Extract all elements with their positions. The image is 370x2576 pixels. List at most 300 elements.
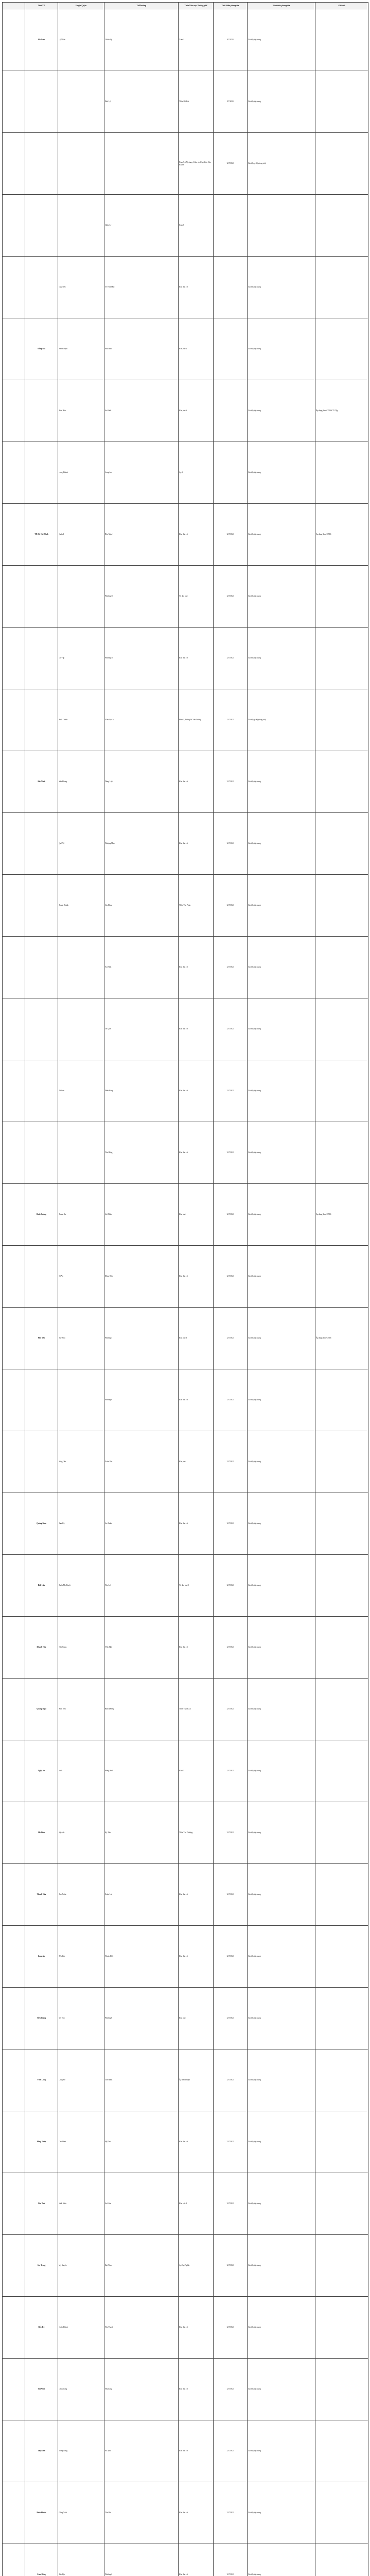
- ward-cell: Hưng Bình: [104, 1740, 179, 1802]
- row-index-cell: [3, 2297, 25, 2359]
- area-cell: Khu phố: [179, 1431, 214, 1493]
- row-index-cell: [3, 71, 25, 133]
- form-cell: Cách ly tập trung: [248, 1555, 315, 1617]
- row-index-cell: [3, 380, 25, 442]
- province-cell: Lâm Đồng: [25, 2544, 58, 2576]
- row-index-cell: [3, 318, 25, 380]
- district-cell: Từ Sơn: [58, 1060, 104, 1122]
- table-row: [3, 1060, 368, 1122]
- district-cell: Tuy Hòa: [58, 1308, 104, 1369]
- form-cell: Cách ly tập trung: [248, 628, 315, 689]
- form-cell: Cách ly tập trung: [248, 2420, 315, 2482]
- area-cell: Khu phố 6: [179, 380, 214, 442]
- form-cell: Cách ly tập trung: [248, 504, 315, 566]
- province-cell: [25, 937, 58, 998]
- area-cell: Xóm 8: [179, 195, 214, 257]
- note-cell: [315, 2111, 368, 2173]
- note-cell: [315, 133, 368, 195]
- row-index-cell: [3, 751, 25, 813]
- date-cell: 12/7/2021: [214, 937, 248, 998]
- date-cell: 12/7/2021: [214, 1864, 248, 1926]
- date-cell: 12/7/2021: [214, 2173, 248, 2235]
- district-cell: Càng Long: [58, 2359, 104, 2420]
- district-cell: Quận 1: [58, 504, 104, 566]
- date-cell: 12/7/2021: [214, 1060, 248, 1122]
- table-row: [3, 1184, 368, 1246]
- province-cell: [25, 998, 58, 1060]
- note-cell: [315, 2297, 368, 2359]
- date-cell: 12/7/2021: [214, 2049, 248, 2111]
- province-cell: Tiền Giang: [25, 1988, 58, 2049]
- form-cell: Cách ly tập trung: [248, 1493, 315, 1555]
- row-index-cell: [3, 504, 25, 566]
- district-cell: [58, 195, 104, 257]
- date-cell: [214, 257, 248, 318]
- form-cell: Cách ly tập trung: [248, 2544, 315, 2576]
- province-cell: Thanh Hóa: [25, 1864, 58, 1926]
- note-cell: Áp dụng theo CT 16: [315, 504, 368, 566]
- date-cell: 12/7/2021: [214, 504, 248, 566]
- note-cell: [315, 2544, 368, 2576]
- district-cell: [58, 1122, 104, 1184]
- date-cell: 12/7/2021: [214, 2482, 248, 2544]
- col-header-index: [3, 3, 25, 9]
- form-cell: Cách ly tập trung: [248, 1308, 315, 1369]
- row-index-cell: [3, 1988, 25, 2049]
- area-cell: Ấp Đại Nghĩa: [179, 2235, 214, 2297]
- province-cell: Nghệ An: [25, 1740, 58, 1802]
- district-cell: Mỹ Tho: [58, 1988, 104, 2049]
- table-row: [3, 1493, 368, 1555]
- ward-cell: Phường 1: [104, 1308, 179, 1369]
- row-index-cell: [3, 1679, 25, 1740]
- province-cell: [25, 1431, 58, 1493]
- province-cell: Sóc Trăng: [25, 2235, 58, 2297]
- area-cell: Khu dân cư: [179, 1864, 214, 1926]
- note-cell: [315, 442, 368, 504]
- row-index-cell: [3, 813, 25, 875]
- note-cell: [315, 1617, 368, 1679]
- ward-cell: An Hòa: [104, 2173, 179, 2235]
- district-cell: Duy Tiên: [58, 257, 104, 318]
- table-row: [3, 813, 368, 875]
- area-cell: Khu dân cư: [179, 998, 214, 1060]
- table-row: [3, 628, 368, 689]
- area-cell: Hẻm 2, đường Lê Văn Lương: [179, 689, 214, 751]
- table-row: [3, 9, 368, 71]
- note-cell: [315, 1493, 368, 1555]
- form-cell: Cách ly tập trung: [248, 937, 315, 998]
- form-cell: Cách ly tập trung: [248, 813, 315, 875]
- province-cell: Trà Vinh: [25, 2359, 58, 2420]
- row-index-cell: [3, 1617, 25, 1679]
- form-cell: Cách ly tập trung: [248, 1864, 315, 1926]
- province-cell: [25, 1060, 58, 1122]
- form-cell: Cách ly tập trung: [248, 2111, 315, 2173]
- row-index-cell: [3, 1184, 25, 1246]
- row-index-cell: [3, 1369, 25, 1431]
- district-cell: Vinh: [58, 1740, 104, 1802]
- row-index-cell: [3, 1740, 25, 1802]
- ward-cell: Kỳ Tân: [104, 1802, 179, 1864]
- date-cell: 12/7/2021: [214, 1369, 248, 1431]
- note-cell: [315, 195, 368, 257]
- district-cell: Bình Chánh: [58, 689, 104, 751]
- district-cell: [58, 133, 104, 195]
- district-cell: Bảo Lộc: [58, 2544, 104, 2576]
- form-cell: Cách ly tập trung: [248, 442, 315, 504]
- date-cell: 12/7/2021: [214, 813, 248, 875]
- table-row: [3, 689, 368, 751]
- district-cell: Cao Lãnh: [58, 2111, 104, 2173]
- ward-cell: Nhị Long: [104, 2359, 179, 2420]
- ward-cell: Chính Lý: [104, 9, 179, 71]
- row-index-cell: [3, 442, 25, 504]
- date-cell: 12/7/2021: [214, 1246, 248, 1308]
- area-cell: Khu dân cư: [179, 2420, 214, 2482]
- row-index-cell: [3, 2359, 25, 2420]
- district-cell: Thuận Thành: [58, 875, 104, 937]
- note-cell: [315, 2173, 368, 2235]
- district-cell: [58, 937, 104, 998]
- date-cell: 12/7/2021: [214, 2420, 248, 2482]
- row-index-cell: [3, 628, 25, 689]
- table-row: [3, 257, 368, 318]
- district-cell: Bến Lức: [58, 1926, 104, 1988]
- form-cell: Cách ly tập trung: [248, 751, 315, 813]
- form-cell: Cách ly tập trung: [248, 1617, 315, 1679]
- note-cell: [315, 2235, 368, 2297]
- note-cell: [315, 2359, 368, 2420]
- table-row: [3, 318, 368, 380]
- area-cell: Khu vực 2: [179, 2173, 214, 2235]
- area-cell: Khu dân cư: [179, 1926, 214, 1988]
- ward-cell: Bình Dương: [104, 1679, 179, 1740]
- form-cell: Cách ly tập trung: [248, 1679, 315, 1740]
- area-cell: Khu phố: [179, 1184, 214, 1246]
- district-cell: Nha Trang: [58, 1617, 104, 1679]
- ward-cell: Gia Đông: [104, 875, 179, 937]
- area-cell: Khối 3: [179, 1740, 214, 1802]
- ward-cell: Thạnh Đức: [104, 1926, 179, 1988]
- area-cell: Khu phố: [179, 1988, 214, 2049]
- district-cell: Đồng Xoài: [58, 2482, 104, 2544]
- form-cell: [248, 195, 315, 257]
- ward-cell: Đại Tâm: [104, 2235, 179, 2297]
- table-row: [3, 195, 368, 257]
- date-cell: 9/7/2021: [214, 71, 248, 133]
- col-header-note: Ghi chú: [315, 3, 368, 9]
- row-index-cell: [3, 2049, 25, 2111]
- note-cell: [315, 1122, 368, 1184]
- note-cell: [315, 1369, 368, 1431]
- province-cell: Long An: [25, 1926, 58, 1988]
- form-cell: Cách ly tập trung: [248, 2049, 315, 2111]
- row-index-cell: [3, 257, 25, 318]
- row-index-cell: [3, 1864, 25, 1926]
- area-cell: Khu dân cư: [179, 628, 214, 689]
- form-cell: Cách ly tập trung: [248, 1060, 315, 1122]
- row-index-cell: [3, 689, 25, 751]
- province-cell: Phú Yên: [25, 1308, 58, 1369]
- row-index-cell: [3, 1493, 25, 1555]
- table-row: [3, 937, 368, 998]
- ward-cell: Phường 9: [104, 1369, 179, 1431]
- district-cell: Bình Sơn: [58, 1679, 104, 1740]
- area-cell: Thôn Thạch An: [179, 1679, 214, 1740]
- col-header-form: Hình thức phong tỏa: [248, 3, 315, 9]
- date-cell: 12/7/2021: [214, 1122, 248, 1184]
- note-cell: [315, 875, 368, 937]
- table-row: [3, 875, 368, 937]
- district-cell: Quế Võ: [58, 813, 104, 875]
- date-cell: 12/7/2021: [214, 751, 248, 813]
- note-cell: Áp dụng theo CT 16: [315, 1184, 368, 1246]
- row-index-cell: [3, 1555, 25, 1617]
- province-cell: [25, 71, 58, 133]
- table-row: [3, 133, 368, 195]
- table-row: [3, 1246, 368, 1308]
- table-row: [3, 751, 368, 813]
- ward-cell: Tân Hồng: [104, 1122, 179, 1184]
- ward-cell: An Tịnh: [104, 2420, 179, 2482]
- ward-cell: Trí Quả: [104, 998, 179, 1060]
- note-cell: [315, 937, 368, 998]
- district-cell: Dĩ An: [58, 1246, 104, 1308]
- note-cell: [315, 751, 368, 813]
- note-cell: [315, 1740, 368, 1802]
- col-header-area: Thôn/Khu vực/ Đường phố: [179, 3, 214, 9]
- area-cell: Khu dân cư: [179, 1617, 214, 1679]
- district-cell: Ninh Kiều: [58, 2173, 104, 2235]
- date-cell: 12/7/2021: [214, 1184, 248, 1246]
- province-cell: [25, 628, 58, 689]
- province-cell: [25, 1246, 58, 1308]
- table-row: [3, 2482, 368, 2544]
- province-cell: [25, 442, 58, 504]
- ward-cell: Đức Lý: [104, 71, 179, 133]
- row-index-cell: [3, 875, 25, 937]
- table-row: [3, 2049, 368, 2111]
- province-cell: Quảng Ngãi: [25, 1679, 58, 1740]
- ward-cell: Xuân Lai: [104, 1864, 179, 1926]
- note-cell: [315, 9, 368, 71]
- note-cell: [315, 318, 368, 380]
- note-cell: [315, 566, 368, 628]
- form-cell: Cách ly tập trung: [248, 566, 315, 628]
- district-cell: [58, 1369, 104, 1431]
- table-row: [3, 1740, 368, 1802]
- ward-cell: Tân Phú: [104, 2482, 179, 2544]
- area-cell: Tổ dân phố 5: [179, 1555, 214, 1617]
- table-row: [3, 1988, 368, 2049]
- form-cell: Cách ly tập trung: [248, 1926, 315, 1988]
- table-row: [3, 2420, 368, 2482]
- area-cell: Ấp 1: [179, 442, 214, 504]
- district-cell: Nhơn Trạch: [58, 318, 104, 380]
- province-cell: Hà Nam: [25, 9, 58, 71]
- district-cell: Kỳ Anh: [58, 1802, 104, 1864]
- province-cell: Khánh Hòa: [25, 1617, 58, 1679]
- province-cell: Đồng Tháp: [25, 2111, 58, 2173]
- area-cell: Khu phố 1: [179, 318, 214, 380]
- row-index-cell: [3, 9, 25, 71]
- district-cell: Long Thành: [58, 442, 104, 504]
- province-cell: Quảng Nam: [25, 1493, 58, 1555]
- note-cell: [315, 2420, 368, 2482]
- row-index-cell: [3, 937, 25, 998]
- ward-cell: Đông Hòa: [104, 1246, 179, 1308]
- date-cell: 12/7/2021: [214, 2297, 248, 2359]
- table-row: [3, 566, 368, 628]
- area-cell: Khu dân cư: [179, 1060, 214, 1122]
- note-cell: [315, 628, 368, 689]
- ward-cell: Lái Thiêu: [104, 1184, 179, 1246]
- col-header-ward: Xã/Phường: [104, 3, 179, 9]
- province-cell: [25, 875, 58, 937]
- note-cell: [315, 257, 368, 318]
- date-cell: 12/7/2021: [214, 1740, 248, 1802]
- date-cell: 12/7/2021: [214, 1555, 248, 1617]
- note-cell: [315, 1988, 368, 2049]
- row-index-cell: [3, 2235, 25, 2297]
- row-index-cell: [3, 1122, 25, 1184]
- row-index-cell: [3, 133, 25, 195]
- form-cell: Cách ly tập trung: [248, 9, 315, 71]
- ward-cell: Dũng Liệt: [104, 751, 179, 813]
- date-cell: 12/7/2021: [214, 628, 248, 689]
- district-cell: Gò Vấp: [58, 628, 104, 689]
- province-cell: Bến Tre: [25, 2297, 58, 2359]
- table-row: [3, 1802, 368, 1864]
- district-cell: Tam Kỳ: [58, 1493, 104, 1555]
- table-row: [3, 1308, 368, 1369]
- row-index-cell: [3, 2544, 25, 2576]
- date-cell: [214, 380, 248, 442]
- form-cell: Cách ly tập trung: [248, 1369, 315, 1431]
- row-index-cell: [3, 1802, 25, 1864]
- area-cell: Xóm 1: [179, 9, 214, 71]
- date-cell: [214, 442, 248, 504]
- province-cell: [25, 1122, 58, 1184]
- col-header-district: Huyện/Quận: [58, 3, 104, 9]
- row-index-cell: [3, 2420, 25, 2482]
- note-cell: [315, 71, 368, 133]
- ward-cell: TT Hòa Mạc: [104, 257, 179, 318]
- district-cell: Buôn Ma Thuột: [58, 1555, 104, 1617]
- ward-cell: Xuân Phú: [104, 1431, 179, 1493]
- area-cell: Xóm 5,6,7 (chung 1 khu cách ly) thôn Cầu Khánh: [179, 133, 214, 195]
- province-cell: Bình Phước: [25, 2482, 58, 2544]
- form-cell: Cách ly tập trung: [248, 2173, 315, 2235]
- row-index-cell: [3, 1246, 25, 1308]
- area-cell: Khu dân cư: [179, 937, 214, 998]
- form-cell: Cách ly tập trung: [248, 1802, 315, 1864]
- date-cell: 12/7/2021: [214, 1926, 248, 1988]
- note-cell: Áp dụng theo CT 16/CT-TTg: [315, 380, 368, 442]
- area-cell: Khu dân cư: [179, 2359, 214, 2420]
- date-cell: 12/7/2021: [214, 133, 248, 195]
- form-cell: Cách ly tập trung: [248, 1431, 315, 1493]
- ward-cell: An Bình: [104, 937, 179, 998]
- table-row: [3, 2235, 368, 2297]
- note-cell: [315, 1431, 368, 1493]
- province-cell: Tây Ninh: [25, 2420, 58, 2482]
- area-cell: Thôn Tân Thượng: [179, 1802, 214, 1864]
- date-cell: [214, 318, 248, 380]
- date-cell: 12/7/2021: [214, 2111, 248, 2173]
- note-cell: [315, 1802, 368, 1864]
- form-cell: Cách ly tập trung: [248, 257, 315, 318]
- form-cell: Cách ly tập trung: [248, 318, 315, 380]
- form-cell: Cách ly tập trung: [248, 1988, 315, 2049]
- ward-cell: An Bình: [104, 380, 179, 442]
- district-cell: Trảng Bàng: [58, 2420, 104, 2482]
- district-cell: [58, 566, 104, 628]
- area-cell: Tổ dân phố: [179, 566, 214, 628]
- note-cell: [315, 2482, 368, 2544]
- table-row: [3, 1617, 368, 1679]
- ward-cell: Phường 6: [104, 1988, 179, 2049]
- table-row: [3, 2111, 368, 2173]
- province-cell: [25, 195, 58, 257]
- ward-cell: Phú Hữu: [104, 318, 179, 380]
- table-row: [3, 1679, 368, 1740]
- table-row: [3, 1369, 368, 1431]
- form-cell: Cách ly tập trung: [248, 875, 315, 937]
- province-cell: [25, 566, 58, 628]
- form-cell: Cách ly y tế (phong tỏa): [248, 689, 315, 751]
- province-cell: Bắc Ninh: [25, 751, 58, 813]
- date-cell: 12/7/2021: [214, 2235, 248, 2297]
- ward-cell: Chân Lý: [104, 195, 179, 257]
- note-cell: [315, 813, 368, 875]
- area-cell: Khu dân cư: [179, 2111, 214, 2173]
- note-cell: [315, 2049, 368, 2111]
- table-body: [3, 9, 368, 2576]
- district-cell: [58, 998, 104, 1060]
- table-row: [3, 380, 368, 442]
- province-cell: [25, 380, 58, 442]
- date-cell: 12/7/2021: [214, 689, 248, 751]
- area-cell: Khu dân cư: [179, 1369, 214, 1431]
- form-cell: Cách ly tập trung: [248, 71, 315, 133]
- note-cell: [315, 998, 368, 1060]
- area-cell: Khu dân cư: [179, 2297, 214, 2359]
- district-cell: Thọ Xuân: [58, 1864, 104, 1926]
- date-cell: 12/7/2021: [214, 2359, 248, 2420]
- row-index-cell: [3, 1308, 25, 1369]
- ward-cell: Vĩnh Lộc A: [104, 689, 179, 751]
- district-cell: Yên Phong: [58, 751, 104, 813]
- note-cell: [315, 1679, 368, 1740]
- province-cell: TP. Hồ Chí Minh: [25, 504, 58, 566]
- date-cell: 12/7/2021: [214, 1802, 248, 1864]
- form-cell: Cách ly y tế (phong tỏa): [248, 133, 315, 195]
- table-header-row: [3, 3, 368, 9]
- row-index-cell: [3, 566, 25, 628]
- ward-cell: [104, 133, 179, 195]
- document-sheet: [2, 2, 368, 2576]
- district-cell: Biên Hòa: [58, 380, 104, 442]
- district-cell: Châu Thành: [58, 2297, 104, 2359]
- province-cell: Cần Thơ: [25, 2173, 58, 2235]
- area-cell: Khu dân cư: [179, 257, 214, 318]
- area-cell: Khu dân cư: [179, 1246, 214, 1308]
- ward-cell: Phường 2: [104, 2544, 179, 2576]
- form-cell: Cách ly tập trung: [248, 1246, 315, 1308]
- date-cell: [214, 195, 248, 257]
